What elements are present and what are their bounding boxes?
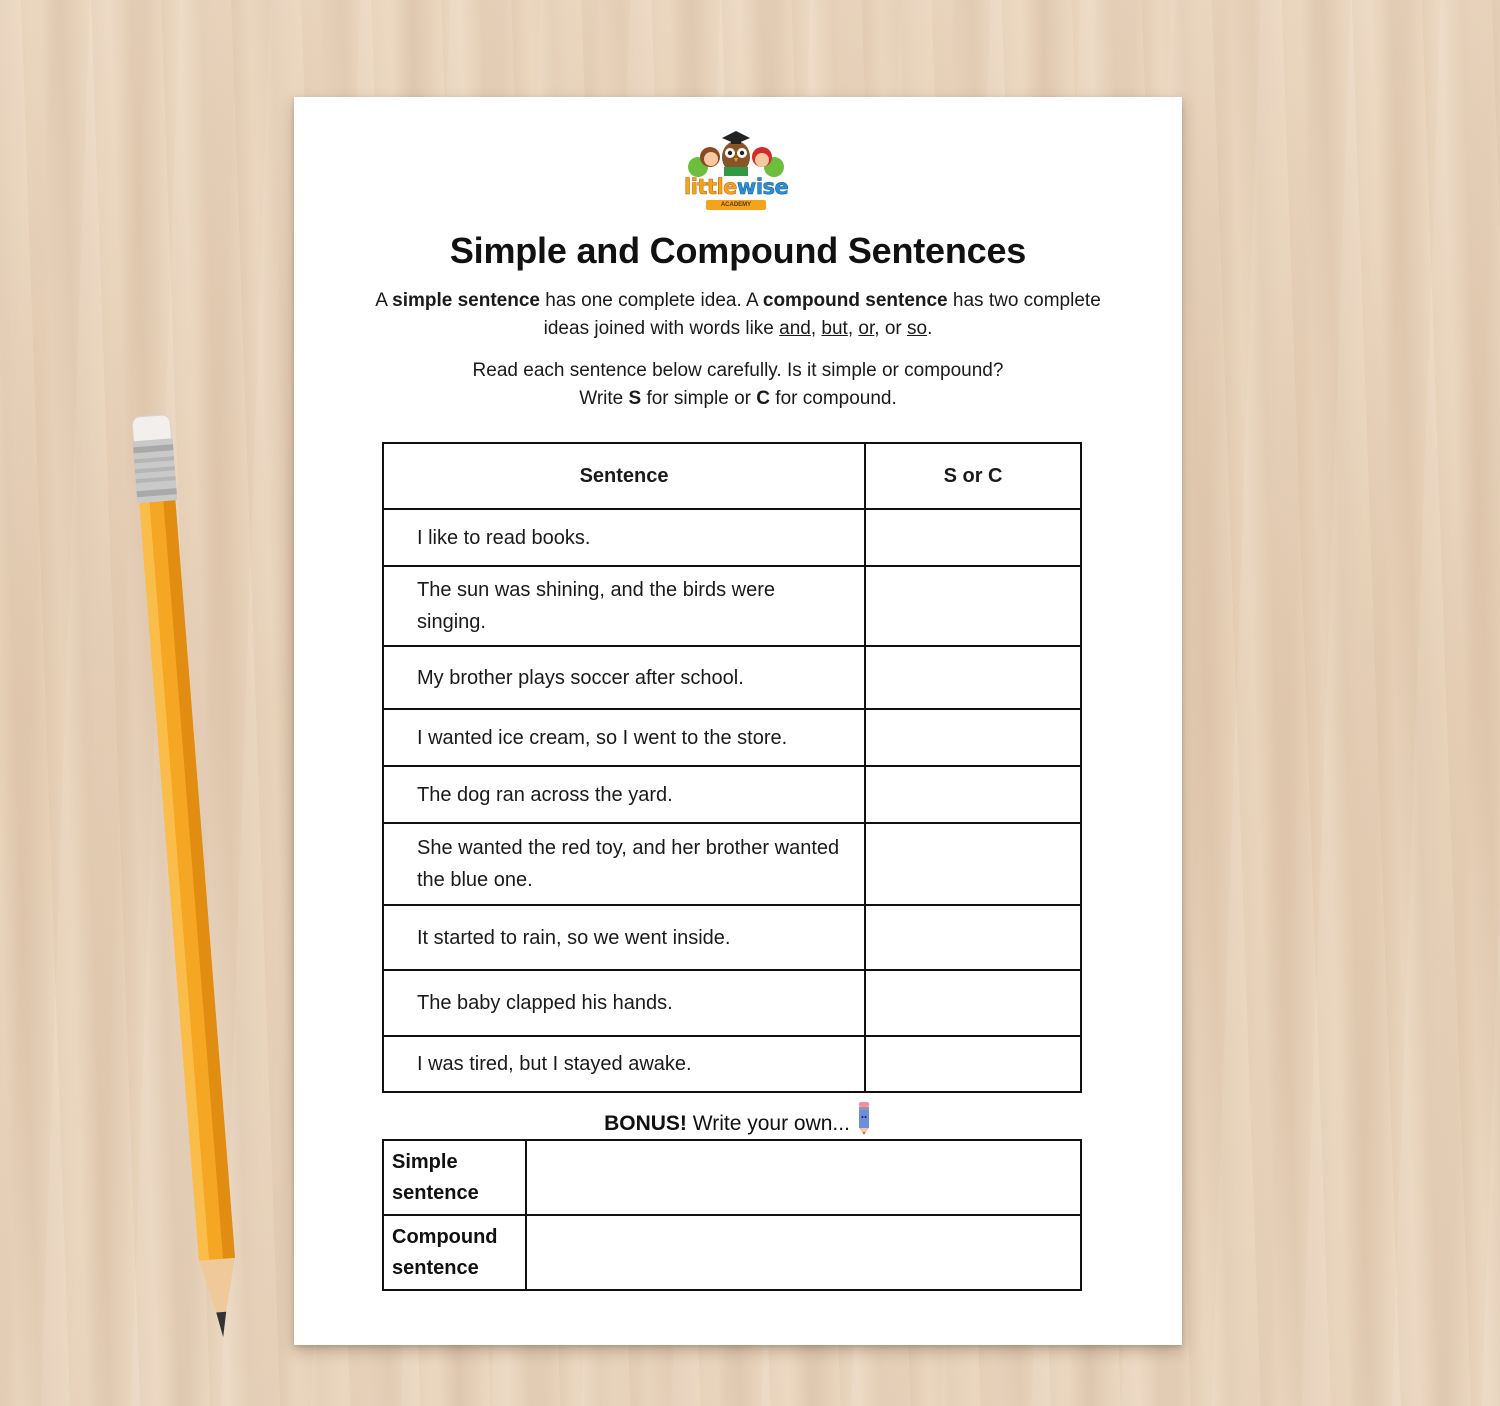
brand-subtitle: ACADEMY: [706, 200, 766, 210]
owl-mascot-icon: [684, 127, 788, 179]
sentence-cell: I like to read books.: [383, 509, 865, 566]
bonus-answer-cell[interactable]: [526, 1140, 1081, 1215]
sentence-cell: The sun was shining, and the birds were singing.: [383, 566, 865, 646]
bonus-row-label: Compound sentence: [383, 1215, 526, 1290]
table-row: [383, 646, 1081, 709]
answer-cell[interactable]: [865, 905, 1081, 970]
bonus-table: [382, 1139, 1082, 1291]
answer-cell[interactable]: [865, 709, 1081, 766]
pencil-icon: [856, 1102, 872, 1136]
answer-cell[interactable]: [865, 823, 1081, 905]
bonus-heading: BONUS! Write your own...: [294, 1102, 1182, 1136]
bonus-answer-cell[interactable]: [526, 1215, 1081, 1290]
pencil-illustration: [120, 410, 260, 1360]
sentence-cell: The baby clapped his hands.: [383, 970, 865, 1036]
table-row: [383, 766, 1081, 823]
answer-cell[interactable]: [865, 766, 1081, 823]
table-row: [383, 509, 1081, 566]
sentence-cell: It started to rain, so we went inside.: [383, 905, 865, 970]
header-s-or-c: S or C: [865, 443, 1081, 509]
intro-paragraph: A simple sentence has one complete idea. A compound sentence has two complete ideas joined with words like and, but, or, or so.: [375, 290, 1101, 339]
table-row: [383, 1140, 1081, 1215]
brand-logo: [684, 127, 788, 211]
table-row: [383, 1036, 1081, 1092]
answer-cell[interactable]: [865, 566, 1081, 646]
sentence-cell: I wanted ice cream, so I went to the store.: [383, 709, 865, 766]
answer-cell[interactable]: [865, 1036, 1081, 1092]
bonus-row-label: Simple sentence: [383, 1140, 526, 1215]
sentence-cell: The dog ran across the yard.: [383, 766, 865, 823]
answer-cell[interactable]: [865, 646, 1081, 709]
table-row: [383, 823, 1081, 905]
instructions: Read each sentence below carefully. Is it simple or compound? Write S for simple or C for compound.: [472, 360, 1004, 409]
worksheet-page: [294, 97, 1182, 1345]
table-row: [383, 905, 1081, 970]
table-row: [383, 1215, 1081, 1290]
answer-cell[interactable]: [865, 509, 1081, 566]
sentence-cell: I was tired, but I stayed awake.: [383, 1036, 865, 1092]
sentence-cell: My brother plays soccer after school.: [383, 646, 865, 709]
table-row: [383, 566, 1081, 646]
table-row: [383, 970, 1081, 1036]
sentence-cell: She wanted the red toy, and her brother wanted the blue one.: [383, 823, 865, 905]
table-row: [383, 709, 1081, 766]
answer-cell[interactable]: [865, 970, 1081, 1036]
brand-name: littlewise: [684, 175, 789, 199]
sentence-table: [382, 442, 1082, 1093]
header-sentence: Sentence: [383, 443, 865, 509]
worksheet-title: Simple and Compound Sentences: [449, 230, 1027, 271]
